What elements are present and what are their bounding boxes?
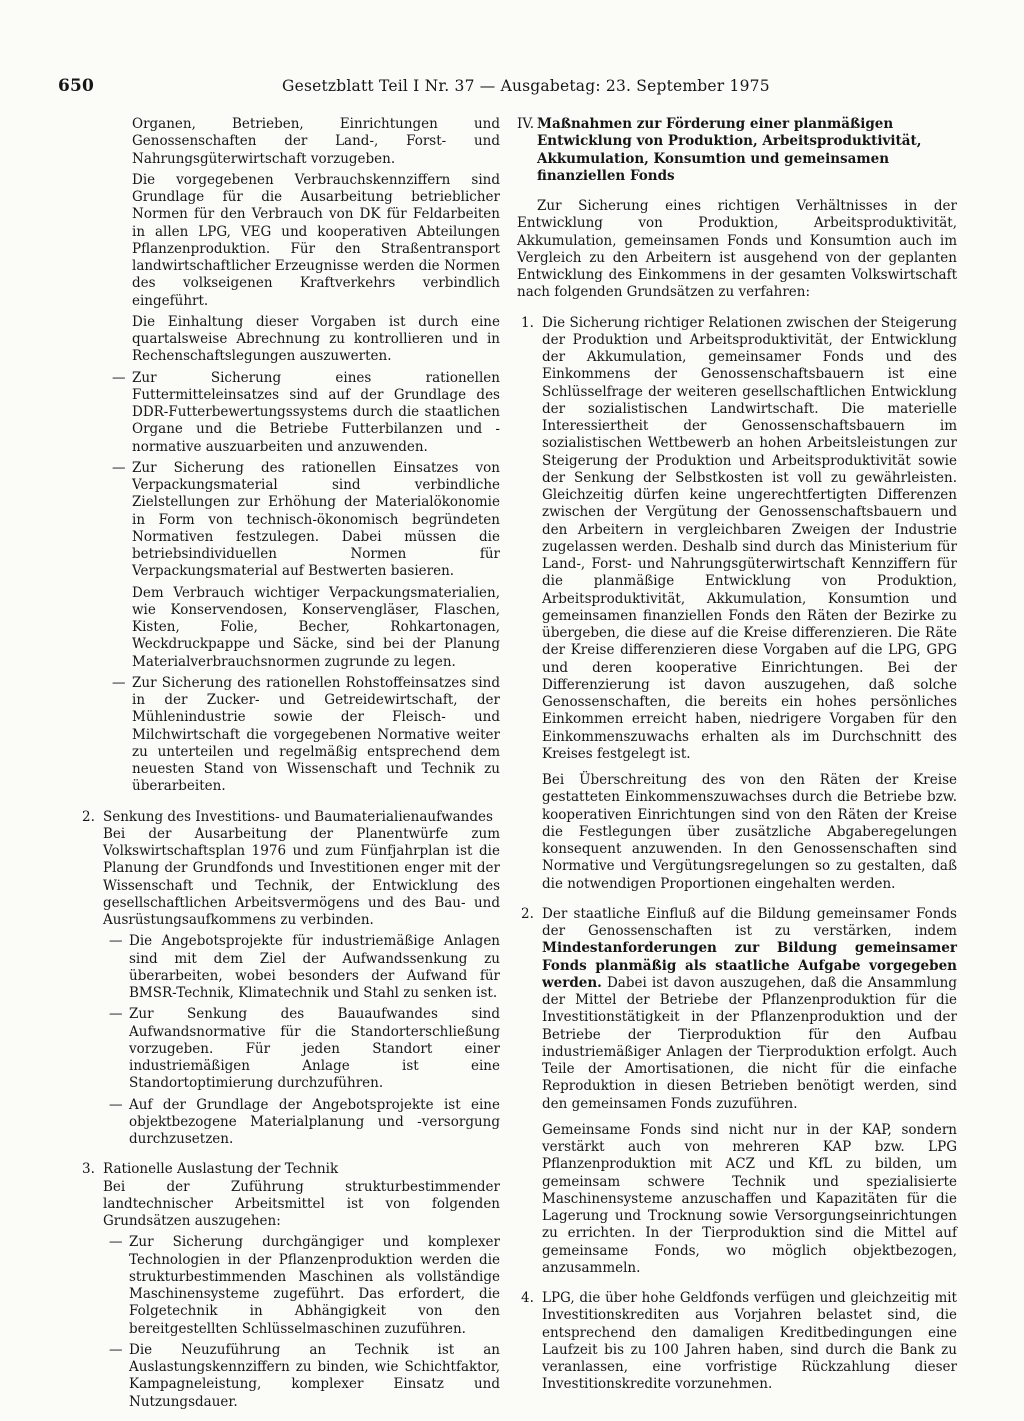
item-text: Bei der Ausarbeitung der Planentwürfe zum Volkswirtschaftsplan 1976 und zum Fünfjahrplan ist die Planung der Grundfonds und Investitionen enger mit der Wissenschaft und Technik, der Entwicklung des gesellschaftlichen Arbeitsvermögens und des Bau- und Ausrüstungsaufkommens zu verbinden. [103, 825, 500, 928]
numbered-item-2 [78, 809, 500, 1149]
dash-marker: — [112, 674, 126, 691]
item-text: Die Sicherung richtiger Relationen zwischen der Steigerung der Produktion und Arbeitsproduktivität, der Entwicklung der Akkumulation, gemeinsamer Fonds und des Einkommens der Genossenschaftsbauern ist eine Schlüsselfrage der weiteren gesellschaftlichen Entwicklung der sozialistischen Landwirtschaft. Die materielle Interessiertheit der Genossenschaftsbauern im sozialistischen Wettbewerb an hohen Arbeitsleistungen zur Steigerung der Produktion und Arbeitsproduktivität sowie der Senkung der Selbstkosten ist voll zu gewährleisten. Gleichzeitig dürfen keine ungerechtfertigten Differenzen zwischen der Vergütung der Genossenschaftsbauern und den Arbeitern in vergleichbaren Zweigen der Industrie zugelassen werden. Deshalb sind durch das Ministerium für Land-, Forst- und Nahrungsgüterwirtschaft Kennziffern für die planmäßige Entwicklung von Produktion, Arbeitsproduktivität, Akkumulation, Konsumtion und gemeinsamen finanziellen Fonds den Räten der Bezirke zu übergeben, die diese auf die Kreise differenzieren. Die Räte der Kreise differenzieren diese Vorgaben auf die LPG, GPG und deren kooperative Einrichtungen. Bei der Differenzierung ist davon auszugehen, daß solche Genossenschaften, die bereits ein hohes persönliches Einkommen erreicht haben, niedrigere Vorgaben für den Einkommenszuwachs erhalten als im Durchschnitt des Kreises festgelegt ist. [542, 314, 957, 762]
item-text-rest: Dabei ist davon auszugehen, daß die Ansammlung der Mittel der Betriebe der Pflanzenproduktion für die Investitionstätigkeit in der Pflanzenproduktion und der Betriebe der Tierproduktion für den Aufbau industriemäßiger Anlagen der Tierproduktion erfolgt. Auch Teile der Amortisationen, die nicht für die einfache Reproduktion in diesen Betrieben benötigt werden, sind den gemeinsamen Fonds zuzuführen. [542, 974, 957, 1112]
dash-item-neuzufuehrung [109, 1342, 500, 1411]
dash-item-verpackung [112, 460, 500, 671]
numbered-item-2-right [517, 906, 957, 1277]
item-heading: Rationelle Auslastung der Technik [103, 1161, 339, 1178]
item-number: 2. [521, 905, 534, 922]
item-heading: Senkung des Investitions- und Baumaterialienaufwandes [103, 808, 493, 825]
numbered-item-3 [78, 1161, 500, 1411]
dash-marker: — [112, 459, 126, 476]
dash-item-text: Zur Sicherung durchgängiger und komplexer Technologien in der Pflanzenproduktion werden die strukturbestimmenden Maschinen als vollständige Maschinensysteme zugeführt. Das erfordert, die Folgetechnik in Abhängigkeit von den bereitgestellten Schlüsselmaschinen zuzuführen. [129, 1234, 500, 1337]
numbered-item-4 [517, 1290, 957, 1394]
dash-item-technologien [109, 1234, 500, 1338]
item-number: 3. [82, 1161, 95, 1178]
paragraph-einhaltung: Die Einhaltung dieser Vorgaben ist durch eine quartalsweise Abrechnung zu kontrollieren und in Rechenschaftslegungen auszuwerten. [132, 313, 500, 365]
right-column [517, 116, 957, 1394]
dash-item-materialplanung [109, 1097, 500, 1149]
item-text: LPG, die über hohe Geldfonds verfügen und gleichzeitig mit Investitionskrediten aus Vorjahren belastet sind, die entsprechend den damaligen Kreditbedingungen eine Laufzeit bis zu 100 Jahren haben, sind durch die Bank zu veranlassen, eine vorfristige Rückzahlung dieser Investitionskredite vorzunehmen. [542, 1290, 957, 1393]
dash-item-text: Die Angebotsprojekte für industriemäßige Anlagen sind mit dem Ziel der Aufwandssenkung zu überarbeiten, wobei besonders der Aufwand für BMSR-Technik, Klimatechnik und Stahl zu senken ist. [129, 933, 500, 1001]
dash-item-angebotsprojekte [109, 933, 500, 1002]
dash-marker: — [109, 1234, 123, 1251]
dash-marker: — [109, 1341, 123, 1358]
dash-item-futtermittel [112, 370, 500, 456]
dash-item-text: Die Neuzuführung an Technik ist an Auslastungskennziffern zu binden, wie Schichtfaktor, Kampagneleistung, komplexer Einsatz und Nutzungsdauer. [129, 1341, 500, 1410]
dash-item-text: Zur Sicherung des rationellen Rohstoffeinsatzes sind in der Zucker- und Getreidewirtschaft, der Mühlenindustrie sowie der Fleisch- und Milchwirtschaft die vorgegebenen Normative weiter zu unterteilen und regelmäßig entsprechend dem neuesten Stand von Wissenschaft und Technik zu überarbeiten. [132, 674, 500, 795]
section-heading-iv [517, 116, 957, 185]
item-text [542, 906, 957, 1113]
continued-paragraph: Organen, Betrieben, Einrichtungen und Genossenschaften der Land-, Forst- und Nahrungsgüterwirtschaft vorzugeben. [132, 116, 500, 167]
section-title: Maßnahmen zur Förderung einer planmäßigen Entwicklung von Produktion, Arbeitsproduktivität, Akkumulation, Konsumtion und gemeinsamen finanziellen Fonds [537, 116, 922, 184]
item-text-lead: Der staatliche Einfluß auf die Bildung gemeinsamer Fonds der Genossenschaften ist zu verstärken, indem [542, 905, 957, 939]
dash-item-bauaufwand [109, 1006, 500, 1092]
dash-item-text: Zur Senkung des Bauaufwandes sind Aufwandsnormative für die Standorterschließung vorzugeben. Für jeden Standort einer industriemäßigen Anlage ist eine Standortoptimierung durchzuführen. [129, 1006, 500, 1092]
item-number: 1. [521, 314, 534, 331]
dash-item-text: Auf der Grundlage der Angebotsprojekte ist eine objektbezogene Materialplanung und -versorgung durchzusetzen. [129, 1096, 500, 1147]
dash-item-text: Zur Sicherung eines rationellen Futtermitteleinsatzes sind auf der Grundlage des DDR-Futterbewertungssystems durch die staatlichen Organe und die Betriebe Futterbilanzen und -normative auszuarbeiten und anzuwenden. [132, 369, 500, 455]
dash-item-rohstoff [112, 675, 500, 796]
dash-marker: — [112, 369, 126, 386]
dash-marker: — [109, 933, 123, 950]
section-number: IV. [517, 116, 535, 132]
dash-marker: — [109, 1006, 123, 1023]
dash-marker: — [109, 1096, 123, 1113]
page-number: 650 [58, 76, 95, 96]
page-header [58, 76, 978, 98]
left-column [78, 116, 500, 1411]
dash-item-text: Zur Sicherung des rationellen Einsatzes von Verpackungsmaterial sind verbindliche Zielstellungen zur Erhöhung der Materialökonomie in Form von technisch-ökonomisch begründeten Normativen festzulegen. Dabei müssen die betriebsindividuellen Normen für Verpackungsmaterial auf Bestwerten basieren. [132, 459, 500, 580]
item-number: 4. [521, 1290, 534, 1306]
paragraph-verbrauchskennziffern: Die vorgegebenen Verbrauchskennziffern sind Grundlage für die Ausarbeitung betrieblicher Normen für den Verbrauch von DK für Feldarbeiten in allen LPG, VEG und kooperativen Abteilungen Pflanzenproduktion. Für den Straßentransport landwirtschaftlicher Erzeugnisse werden die Normen des volkseigenen Kraftverkehrs verbindlich eingeführt. [132, 171, 500, 309]
item-paragraph-2: Gemeinsame Fonds sind nicht nur in der KAP, sondern verstärkt auch von mehreren KAP bzw. LPG Pflanzenproduktion mit ACZ und KfL zu bilden, um gemeinsam schwere Technik und spezialisierte Maschinensysteme anzuschaffen und Kapazitäten für die Lagerung und Trocknung sowie Versorgungseinrichtungen zu errichten. In der Tierproduktion sind die Mittel auf gemeinsame Fonds, wo möglich objektbezogen, anzusammeln. [542, 1121, 957, 1276]
running-title: Gesetzblatt Teil I Nr. 37 — Ausgabetag: 23. September 1975 [282, 77, 770, 95]
paragraph-verpackungsmaterialien: Dem Verbrauch wichtiger Verpackungsmaterialien, wie Konservendosen, Konservengläser, Flaschen, Kisten, Folie, Becher, Rohkartonagen, Weckdruckpappe und Säcke, sind bei der Planung Materialverbrauchsnormen zugrunde zu legen. [132, 584, 500, 670]
item-number: 2. [82, 808, 95, 825]
item-paragraph-2: Bei Überschreitung des von den Räten der Kreise gestatteten Einkommenszuwachses durch die Betriebe bzw. kooperativen Einrichtungen sind von den Räten der Kreise die Festlegungen über zusätzliche Abgaberegelungen konsequent anzuwenden. In den Genossenschaften sind Normative und Vergütungsregelungen so zu gestalten, daß die notwendigen Proportionen eingehalten werden. [542, 772, 957, 892]
item-text: Bei der Zuführung strukturbestimmender landtechnischer Arbeitsmittel ist von folgenden Grundsätzen auszugehen: [103, 1178, 500, 1229]
numbered-item-1 [517, 315, 957, 893]
intro-paragraph: Zur Sicherung eines richtigen Verhältnisses in der Entwicklung von Produktion, Arbeitsproduktivität, Akkumulation, gemeinsamen Fonds und Konsumtion auch im Vergleich zu den Arbeitern ist ausgehend von der geplanten Entwicklung des Einkommens in der gesamten Volkswirtschaft nach folgenden Grundsätzen zu verfahren: [517, 198, 957, 301]
item-text-emphasis: Mindestanforderungen zur Bildung gemeinsamer Fonds planmäßig als staatliche Aufgabe vorgegeben werden. [542, 940, 957, 991]
